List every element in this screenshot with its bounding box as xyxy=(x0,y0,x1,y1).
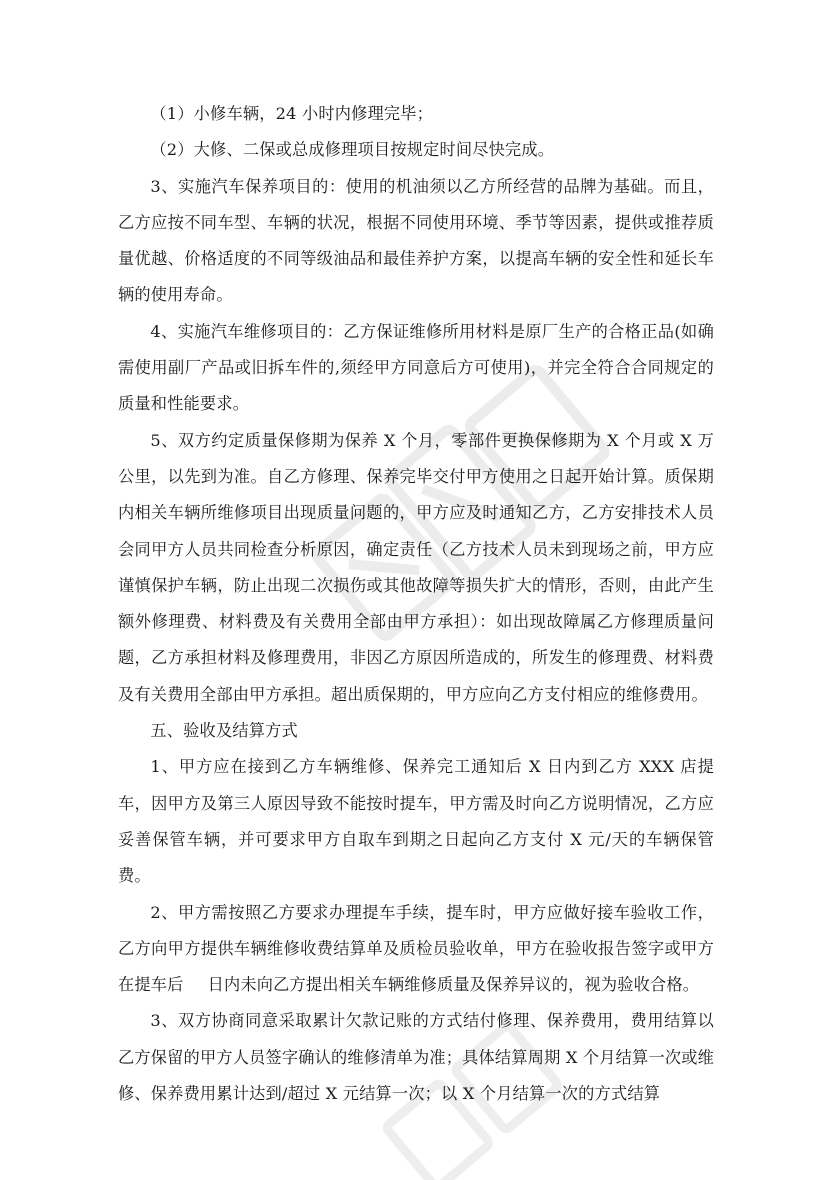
paragraph-acceptance-part1: 2、甲方需按照乙方要求办理提车手续，提车时，甲方应做好接车验收工作，乙方向甲方提供车辆维修收费结算单及质检员验收单，甲方在验收报告签字或甲方在提车后 xyxy=(118,902,714,995)
section-heading-acceptance: 五、验收及结算方式 xyxy=(150,721,298,741)
paragraph-acceptance-part2: 日内未向乙方提出相关车辆维修质量及保养异议的，视为验收合格。 xyxy=(207,975,700,995)
paragraph-major-repair: （2）大修、二保或总成修理项目按规定时间尽快完成。 xyxy=(150,140,555,160)
paragraph-acceptance xyxy=(118,895,714,1004)
paragraph-repair-items: 4、实施汽车维修项目的：乙方保证维修所用材料是原厂生产的合格正品(如确需使用副厂产品或旧拆车件的,须经甲方同意后方可使用)，并完全符合合同规定的质量和性能要求。 xyxy=(118,321,714,414)
document-body xyxy=(118,96,714,1112)
paragraph-warranty: 5、双方约定质量保修期为保养 X 个月，零部件更换保修期为 X 个月或 X 万公里，以先到为准。自乙方修理、保养完毕交付甲方使用之日起开始计算。质保期内相关车辆所维修项目出现质量问题的，甲方应及时通知乙方，乙方安排技术人员会同甲方人员共同检查分析原因，确定责任（乙方技术人员未到现场之前，甲方应谨慎保护车辆，防止出现二次损伤或其他故障等损失扩大的情形，否则，由此产生额外修理费、材料费及有关费用全部由甲方承担）：如出现故障属乙方修理质量问题，乙方承担材料及修理费用，非因乙方原因所造成的，所发生的修理费、材料费及有关费用全部由甲方承担。超出质保期的，甲方应向乙方支付相应的维修费用。 xyxy=(118,430,714,704)
paragraph-maintenance-items: 3、实施汽车保养项目的：使用的机油须以乙方所经营的品牌为基础。而且，乙方应按不同车型、车辆的状况，根据不同使用环境、季节等因素，提供或推荐质量优越、价格适度的不同等级油品和最佳养护方案，以提高车辆的安全性和延长车辆的使用寿命。 xyxy=(118,176,714,305)
paragraph-settlement: 3、双方协商同意采取累计欠款记账的方式结付修理、保养费用，费用结算以乙方保留的甲方人员签字确认的维修清单为准；具体结算周期 X 个月结算一次或维修、保养费用累计达到/超过 X 元结算一次；以 X 个月结算一次的方式结算 xyxy=(118,1011,714,1104)
paragraph-minor-repair: （1）小修车辆，24 小时内修理完毕； xyxy=(150,104,434,123)
paragraph-pickup: 1、甲方应在接到乙方车辆维修、保养完工通知后 X 日内到乙方 XXX 店提车，因甲方及第三人原因导致不能按时提车，甲方需及时向乙方说明情况，乙方应妥善保管车辆，并可要求甲方自取车到期之日起向乙方支付 X 元/天的车辆保管费。 xyxy=(118,757,714,886)
